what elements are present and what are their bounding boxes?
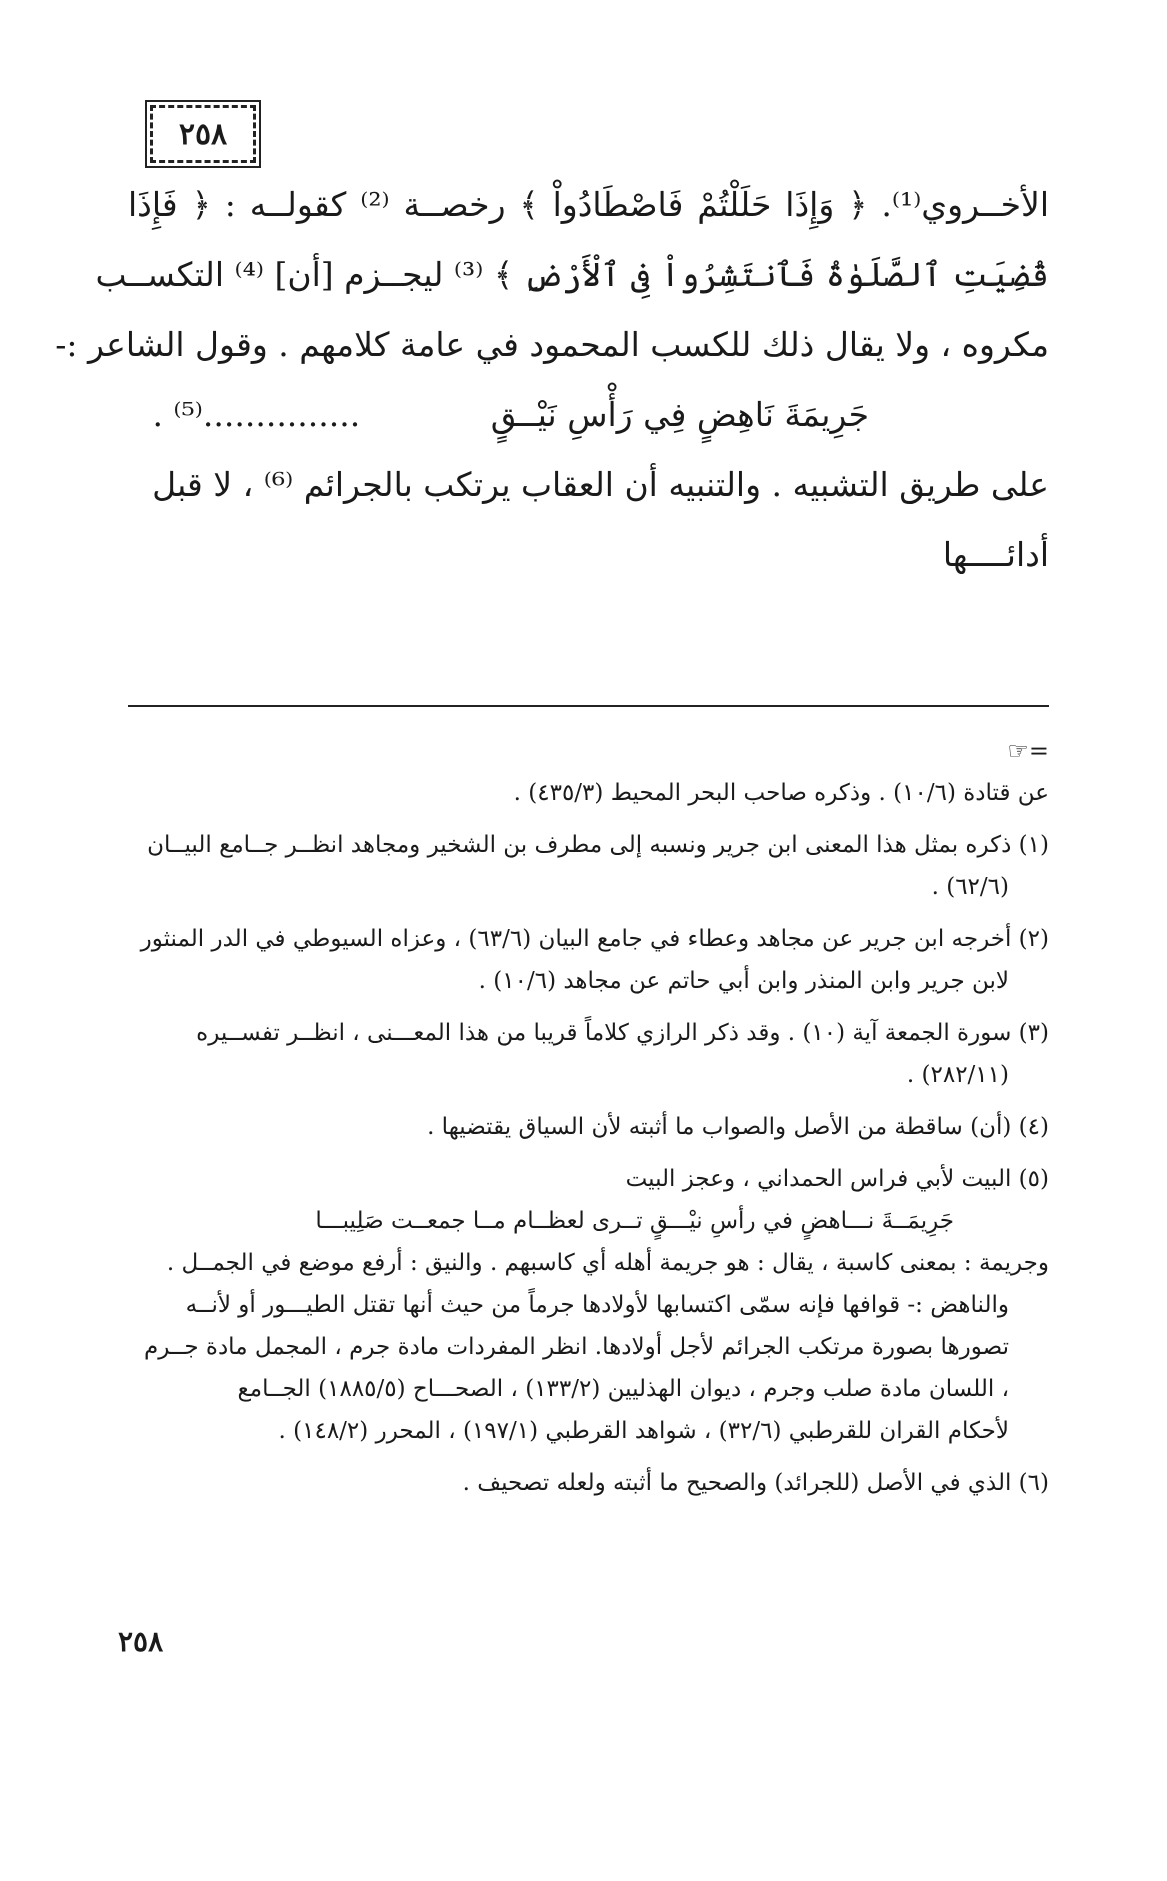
footnote-verse: جَرِيمَــةَ نـــاهضٍ في رأسِ نيْـــقٍ تــرى لعظــام مــا جمعــت صَلِيبـــا [315, 1208, 954, 1234]
footnote-line: (٢) أخرجه ابن جرير عن مجاهد وعطاء في جامع البيان (٦٣/٦) ، وعزاه السيوطي في الدر المنثور [140, 926, 1049, 952]
verse-ellipsis: ...............⁽⁵⁾ . [152, 395, 361, 434]
verse-text: جَرِيمَةَ نَاهِضٍ فِي رَأْسِ نَيْــقٍ [490, 395, 869, 434]
footnote-line: (٢٨٢/١١) . [906, 1062, 1009, 1088]
footnote-separator [128, 705, 1049, 707]
footnote-line: لابن جرير وابن المنذر وابن أبي حاتم عن مجاهد (١٠/٦) . [478, 968, 1009, 994]
footnote-line: عن قتادة (١٠/٦) . وذكره صاحب البحر المحيط (٤٣٥/٣) . [513, 780, 1049, 806]
poetry-verse [128, 380, 1049, 450]
footnote-line: (٥) البيت لأبي فراس الحمداني ، وعجز البيت [625, 1166, 1049, 1192]
footnote-line: تصورها بصورة مرتكب الجرائم لأجل أولادها. انظر المفردات مادة جرم ، المجمل مادة جــرم [143, 1334, 1009, 1360]
footnote-line: والناهض :- قوافها فإنه سمّى اكتسابها لأولادها جرماً من حيث أنها تقتل الطيـــور أو لأنــه [185, 1292, 1009, 1318]
main-text-line: مكروه ، ولا يقال ذلك للكسب المحمود في عامة كلامهم . وقول الشاعر :- [55, 325, 1049, 364]
footnotes [128, 730, 1049, 1504]
page-number-bottom: ٢٥٨ [118, 1625, 164, 1658]
footnote-line: لأحكام القران للقرطبي (٣٢/٦) ، شواهد القرطبي (١٩٧/١) ، المحرر (١٤٨/٢) . [278, 1418, 1009, 1444]
footnote-line: (١) ذكره بمثل هذا المعنى ابن جرير ونسبه إلى مطرف بن الشخير ومجاهد انظــر جــامع البيــان [147, 832, 1049, 858]
footnote-line: (٣) سورة الجمعة آية (١٠) . وقد ذكر الرازي كلاماً قريبا من هذا المعـــنى ، انظــر تفســيره [196, 1020, 1049, 1046]
main-text-line: قُضِيَتِ ٱلصَّلَوٰةُ فَٱنتَشِرُواْ فِى ٱلْأَرْضِ ﴾ ⁽³⁾ ليجــزم [أن] ⁽⁴⁾ التكســب [95, 255, 1049, 294]
main-text-line: على طريق التشبيه . والتنبيه أن العقاب يرتكب بالجرائم ⁽⁶⁾ ، لا قبل أدائــــها [152, 465, 1049, 574]
footnote-line: وجريمة : بمعنى كاسبة ، يقال : هو جريمة أهله أي كاسبهم . والنيق : أرفع موضع في الجمــل . [166, 1250, 1049, 1276]
page-number-box: ٢٥٨ [150, 105, 256, 163]
main-text [55, 170, 1050, 590]
footnote-line: ، اللسان مادة صلب وجرم ، ديوان الهذليين (١٣٣/٢) ، الصحـــاح (١٨٨٥/٥) الجــامع [237, 1376, 1009, 1402]
continuation-mark-icon: =☞ [1007, 737, 1049, 765]
footnote-line: (٦٢/٦) . [931, 874, 1009, 900]
main-text-line: الأخــروي⁽¹⁾. ﴿ وَإِذَا حَلَلْتُمْ فَاصْطَادُواْ ﴾ رخصــة ⁽²⁾ كقولــه : ﴿ فَإِذَا [128, 185, 1050, 224]
footnote-line: (٦) الذي في الأصل (للجرائد) والصحيح ما أثبته ولعله تصحيف . [462, 1470, 1049, 1496]
footnote-line: (٤) (أن) ساقطة من الأصل والصواب ما أثبته لأن السياق يقتضيها . [427, 1114, 1049, 1140]
